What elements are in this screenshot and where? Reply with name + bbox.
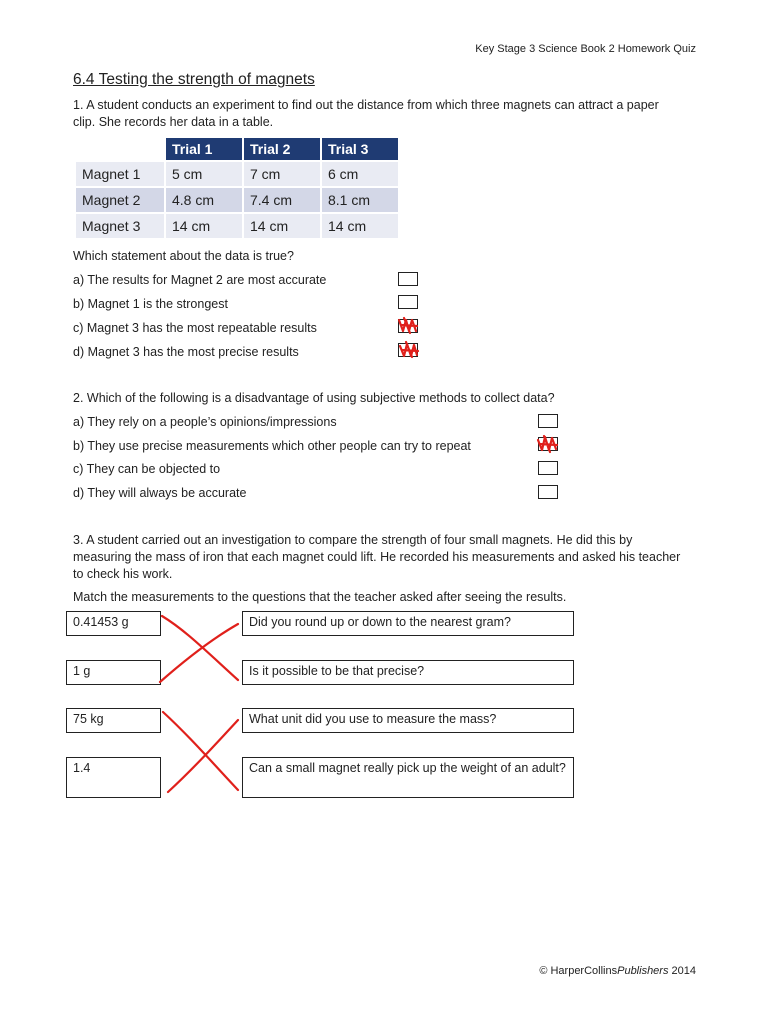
q1-option-c: c) Magnet 3 has the most repeatable results [73,321,317,335]
table-cell: 7 cm [243,161,321,187]
table-cell: 14 cm [243,213,321,239]
q1-prompt: 1. A student conducts an experiment to find out the distance from which three magnets can attract a paper clip. She records her data in a table. [73,98,659,129]
table-cell: 4.8 cm [165,187,243,213]
table-header-trial-3: Trial 3 [321,138,399,161]
teacher-question-box[interactable]: Did you round up or down to the nearest gram? [242,611,574,636]
measurement-box[interactable]: 1 g [66,660,161,685]
q1-option-b: b) Magnet 1 is the strongest [73,297,228,311]
q1-question: Which statement about the data is true? [73,249,294,263]
footer-prefix: © HarperCollins [539,965,618,977]
scribble-mark [400,342,418,357]
q1-option-a: a) The results for Magnet 2 are most accurate [73,273,327,287]
table-header-trial-1: Trial 1 [165,138,243,161]
match-line [163,712,238,790]
q2-option-b: b) They use precise measurements which other people can try to repeat [73,439,471,453]
table-cell: Magnet 1 [75,161,165,187]
q2-option-c: c) They can be objected to [73,462,221,476]
section-title: 6.4 Testing the strength of magnets [73,71,315,88]
footer-suffix: 2014 [668,965,696,977]
table-cell: 14 cm [165,213,243,239]
match-line [160,624,238,682]
page-header: Key Stage 3 Science Book 2 Homework Quiz [475,43,696,55]
teacher-question-box[interactable]: Can a small magnet really pick up the weight of an adult? [242,757,574,798]
table-cell: 7.4 cm [243,187,321,213]
q2-option-d: d) They will always be accurate [73,486,247,500]
table-cell: 6 cm [321,161,399,187]
table-header-trial-2: Trial 2 [243,138,321,161]
q2-option-a: a) They rely on a people’s opinions/impressions [73,415,337,429]
q1-option-d: d) Magnet 3 has the most precise results [73,345,299,359]
measurement-box[interactable]: 0.41453 g [66,611,161,636]
teacher-question-box[interactable]: What unit did you use to measure the mass? [242,708,574,733]
scribble-mark [538,436,557,452]
table-cell: Magnet 3 [75,213,165,239]
table-cell: 8.1 cm [321,187,399,213]
q3-instruction: Match the measurements to the questions that the teacher asked after seeing the results. [73,590,567,604]
table-cell: 5 cm [165,161,243,187]
teacher-question-box[interactable]: Is it possible to be that precise? [242,660,574,685]
match-line [168,720,238,792]
scribble-mark [399,318,417,333]
q2-prompt: 2. Which of the following is a disadvantage of using subjective methods to collect data? [73,391,555,405]
copyright-footer [539,965,696,977]
measurement-box[interactable]: 1.4 [66,757,161,798]
measurement-box[interactable]: 75 kg [66,708,161,733]
footer-italic: Publishers [617,965,669,977]
table-cell: Magnet 2 [75,187,165,213]
q3-prompt: 3. A student carried out an investigation to compare the strength of four small magnets. He did this by measuring the mass of iron that each magnet could lift. He recorded his measurements and asked his teacher to check his work. [73,533,681,581]
table-cell: 14 cm [321,213,399,239]
